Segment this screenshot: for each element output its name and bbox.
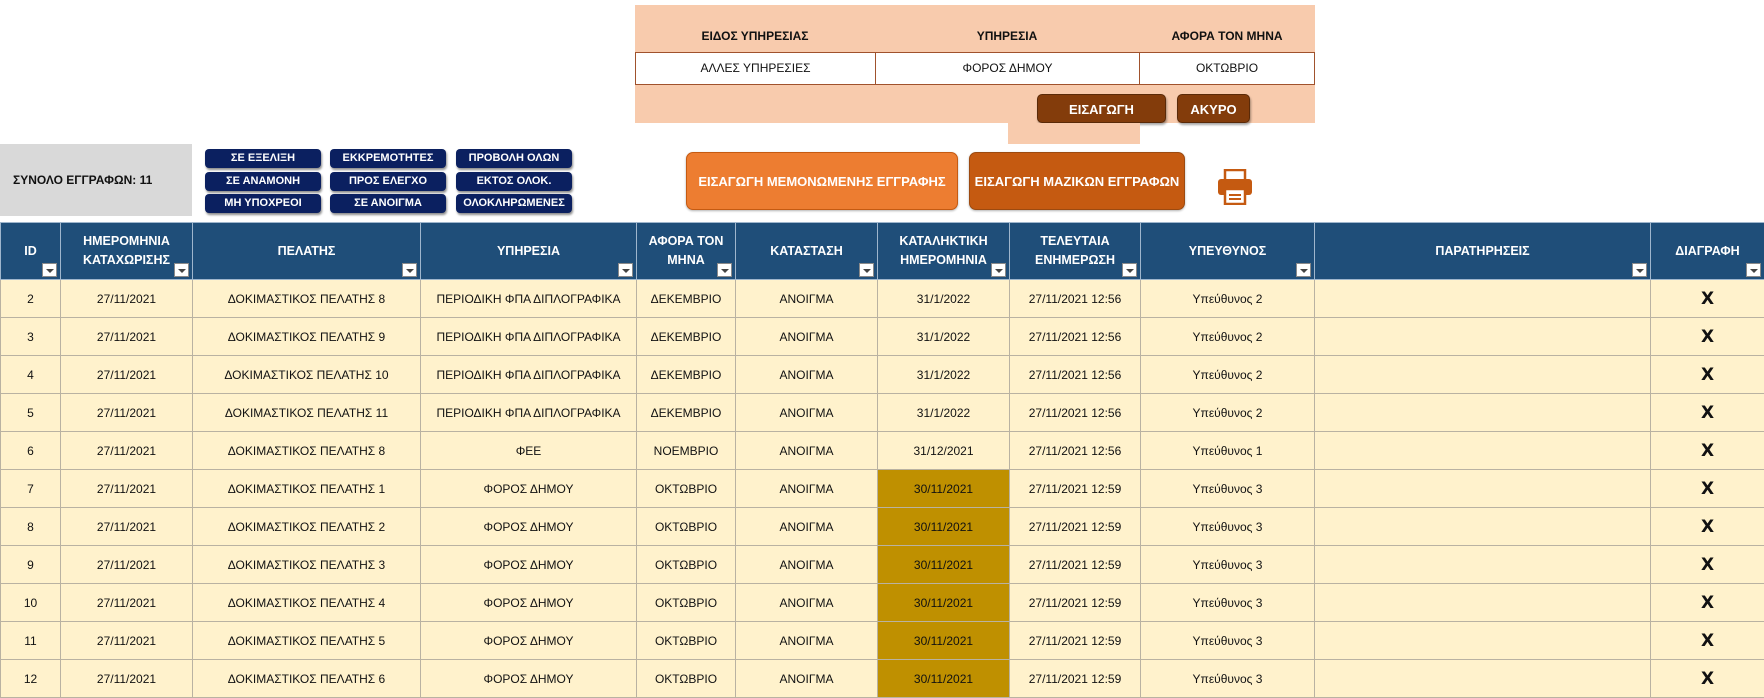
column-header-label: ΑΦΟΡΑ ΤΟΝ <box>648 234 724 248</box>
cell-owner: Υπεύθυνος 3 <box>1141 546 1315 584</box>
filter-dropdown-icon[interactable] <box>717 263 732 277</box>
cell-owner: Υπεύθυνος 3 <box>1141 622 1315 660</box>
filter-dropdown-icon[interactable] <box>1632 263 1647 277</box>
cell-owner: Υπεύθυνος 2 <box>1141 394 1315 432</box>
cell-status: ΑΝΟΙΓΜΑ <box>736 584 878 622</box>
cell-due-date: 31/1/2022 <box>878 280 1010 318</box>
cell-month: ΔΕΚΕΜΒΡΙΟ <box>637 280 736 318</box>
cell-status: ΑΝΟΙΓΜΑ <box>736 356 878 394</box>
cell-registration-date: 27/11/2021 <box>61 432 193 470</box>
cell-status: ΑΝΟΙΓΜΑ <box>736 622 878 660</box>
filter-dropdown-icon[interactable] <box>991 263 1006 277</box>
cell-month: ΔΕΚΕΜΒΡΙΟ <box>637 394 736 432</box>
column-header-id <box>1 223 61 280</box>
cell-status: ΑΝΟΙΓΜΑ <box>736 280 878 318</box>
cell-notes <box>1315 546 1651 584</box>
delete-row-icon[interactable]: X <box>1651 546 1764 584</box>
cell-month: ΝΟΕΜΒΡΙΟ <box>637 432 736 470</box>
month-field[interactable]: ΟΚΤΩΒΡΙΟ <box>1139 52 1315 85</box>
cell-status: ΑΝΟΙΓΜΑ <box>736 470 878 508</box>
cell-registration-date: 27/11/2021 <box>61 318 193 356</box>
delete-row-icon[interactable]: X <box>1651 508 1764 546</box>
cell-id: 12 <box>1 660 61 698</box>
filter-pending-button[interactable]: ΕΚΚΡΕΜΟΤΗΤΕΣ <box>330 149 446 168</box>
cell-notes <box>1315 280 1651 318</box>
column-header-label: ΥΠΗΡΕΣΙΑ <box>496 243 561 258</box>
table-row[interactable] <box>1 546 1764 584</box>
service-type-header: ΕΙΔΟΣ ΥΠΗΡΕΣΙΑΣ <box>701 29 809 43</box>
cell-service: ΠΕΡΙΟΔΙΚΗ ΦΠΑ ΔΙΠΛΟΓΡΑΦΙΚΑ <box>421 356 637 394</box>
filter-dropdown-icon[interactable] <box>174 263 189 277</box>
cell-notes <box>1315 508 1651 546</box>
column-header-label: ΚΑΤΑΣΤΑΣΗ <box>770 243 843 258</box>
single-entry-button[interactable]: ΕΙΣΑΓΩΓΗ ΜΕΜΟΝΩΜΕΝΗΣ ΕΓΓΡΑΦΗΣ <box>686 152 958 210</box>
filter-to-check-button[interactable]: ΠΡΟΣ ΕΛΕΓΧΟ <box>330 172 446 191</box>
table-row[interactable] <box>1 394 1764 432</box>
cell-due-date: 30/11/2021 <box>878 584 1010 622</box>
cell-client: ΔΟΚΙΜΑΣΤΙΚΟΣ ΠΕΛΑΤΗΣ 8 <box>193 432 421 470</box>
cell-notes <box>1315 622 1651 660</box>
cell-registration-date: 27/11/2021 <box>61 356 193 394</box>
cell-notes <box>1315 356 1651 394</box>
column-header-last-update <box>1010 223 1141 280</box>
cell-registration-date: 27/11/2021 <box>61 546 193 584</box>
cell-due-date: 31/1/2022 <box>878 318 1010 356</box>
cell-due-date: 31/1/2022 <box>878 356 1010 394</box>
filter-dropdown-icon[interactable] <box>42 263 57 277</box>
cell-client: ΔΟΚΙΜΑΣΤΙΚΟΣ ΠΕΛΑΤΗΣ 2 <box>193 508 421 546</box>
cell-id: 10 <box>1 584 61 622</box>
cell-service: ΦΟΡΟΣ ΔΗΜΟΥ <box>421 546 637 584</box>
column-header-service <box>421 223 637 280</box>
service-field[interactable]: ΦΟΡΟΣ ΔΗΜΟΥ <box>875 52 1140 85</box>
cell-status: ΑΝΟΙΓΜΑ <box>736 318 878 356</box>
cell-service: ΦΟΡΟΣ ΔΗΜΟΥ <box>421 508 637 546</box>
cell-notes <box>1315 394 1651 432</box>
entry-form-panel-tab <box>1008 123 1140 144</box>
cell-client: ΔΟΚΙΜΑΣΤΙΚΟΣ ΠΕΛΑΤΗΣ 6 <box>193 660 421 698</box>
filter-not-completed-button[interactable]: ΕΚΤΟΣ ΟΛΟΚ. <box>456 172 572 191</box>
cell-last-update: 27/11/2021 12:59 <box>1010 584 1141 622</box>
cell-notes <box>1315 318 1651 356</box>
filter-in-progress-button[interactable]: ΣΕ ΕΞΕΛΙΞΗ <box>205 149 321 168</box>
cell-status: ΑΝΟΙΓΜΑ <box>736 508 878 546</box>
cell-due-date: 30/11/2021 <box>878 660 1010 698</box>
cell-id: 4 <box>1 356 61 394</box>
cell-due-date: 30/11/2021 <box>878 470 1010 508</box>
delete-row-icon[interactable]: X <box>1651 622 1764 660</box>
cell-month: ΟΚΤΩΒΡΙΟ <box>637 546 736 584</box>
filter-show-all-button[interactable]: ΠΡΟΒΟΛΗ ΟΛΩΝ <box>456 149 572 168</box>
column-header-notes <box>1315 223 1651 280</box>
delete-row-icon[interactable]: X <box>1651 470 1764 508</box>
cell-last-update: 27/11/2021 12:59 <box>1010 470 1141 508</box>
cell-owner: Υπεύθυνος 2 <box>1141 356 1315 394</box>
cell-id: 11 <box>1 622 61 660</box>
printer-icon[interactable] <box>1216 169 1254 205</box>
filter-open-button[interactable]: ΣΕ ΑΝΟΙΓΜΑ <box>330 194 446 213</box>
cell-due-date: 31/12/2021 <box>878 432 1010 470</box>
column-header-due-date <box>878 223 1010 280</box>
cell-owner: Υπεύθυνος 3 <box>1141 470 1315 508</box>
records-counter: ΣΥΝΟΛΟ ΕΓΓΡΑΦΩΝ: 11 <box>0 144 192 216</box>
cell-owner: Υπεύθυνος 1 <box>1141 432 1315 470</box>
column-header-label: ΔΙΑΓΡΑΦΗ <box>1675 243 1740 258</box>
cell-registration-date: 27/11/2021 <box>61 660 193 698</box>
bulk-entry-button[interactable]: ΕΙΣΑΓΩΓΗ ΜΑΖΙΚΩΝ ΕΓΓΡΑΦΩΝ <box>969 152 1185 210</box>
cell-service: ΦΟΡΟΣ ΔΗΜΟΥ <box>421 622 637 660</box>
filter-dropdown-icon[interactable] <box>402 263 417 277</box>
column-header-delete <box>1651 223 1764 280</box>
cell-service: ΠΕΡΙΟΔΙΚΗ ΦΠΑ ΔΙΠΛΟΓΡΑΦΙΚΑ <box>421 394 637 432</box>
column-header-label: ΥΠΕΥΘΥΝΟΣ <box>1188 243 1267 258</box>
cell-last-update: 27/11/2021 12:59 <box>1010 622 1141 660</box>
cell-client: ΔΟΚΙΜΑΣΤΙΚΟΣ ΠΕΛΑΤΗΣ 1 <box>193 470 421 508</box>
cell-month: ΟΚΤΩΒΡΙΟ <box>637 622 736 660</box>
column-header-registration-date <box>61 223 193 280</box>
cell-client: ΔΟΚΙΜΑΣΤΙΚΟΣ ΠΕΛΑΤΗΣ 4 <box>193 584 421 622</box>
cancel-button[interactable]: ΑΚΥΡΟ <box>1177 94 1250 123</box>
service-type-field[interactable]: ΑΛΛΕΣ ΥΠΗΡΕΣΙΕΣ <box>635 52 876 85</box>
cell-notes <box>1315 584 1651 622</box>
table-row[interactable] <box>1 470 1764 508</box>
filter-dropdown-icon[interactable] <box>618 263 633 277</box>
cell-service: ΠΕΡΙΟΔΙΚΗ ΦΠΑ ΔΙΠΛΟΓΡΑΦΙΚΑ <box>421 280 637 318</box>
cell-registration-date: 27/11/2021 <box>61 508 193 546</box>
cell-due-date: 30/11/2021 <box>878 622 1010 660</box>
column-header-label-line2: ΕΝΗΜΕΡΩΣΗ <box>1034 253 1116 267</box>
cell-client: ΔΟΚΙΜΑΣΤΙΚΟΣ ΠΕΛΑΤΗΣ 5 <box>193 622 421 660</box>
cell-notes <box>1315 470 1651 508</box>
cell-status: ΑΝΟΙΓΜΑ <box>736 546 878 584</box>
cell-owner: Υπεύθυνος 2 <box>1141 280 1315 318</box>
cell-owner: Υπεύθυνος 3 <box>1141 660 1315 698</box>
cell-month: ΟΚΤΩΒΡΙΟ <box>637 508 736 546</box>
cell-notes <box>1315 660 1651 698</box>
column-header-label-line2: ΗΜΕΡΟΜΗΝΙΑ <box>900 253 987 267</box>
cell-last-update: 27/11/2021 12:56 <box>1010 318 1141 356</box>
filter-waiting-button[interactable]: ΣΕ ΑΝΑΜΟΝΗ <box>205 172 321 191</box>
cell-id: 6 <box>1 432 61 470</box>
cell-id: 9 <box>1 546 61 584</box>
cell-id: 7 <box>1 470 61 508</box>
table-row[interactable] <box>1 280 1764 318</box>
column-header-month <box>637 223 736 280</box>
column-header-label: ID <box>24 243 37 258</box>
column-header-status <box>736 223 878 280</box>
table-row[interactable] <box>1 584 1764 622</box>
filter-completed-button[interactable]: ΟΛΟΚΛΗΡΩΜΕΝΕΣ <box>456 194 572 213</box>
table-row[interactable] <box>1 318 1764 356</box>
delete-row-icon[interactable]: X <box>1651 660 1764 698</box>
cell-id: 8 <box>1 508 61 546</box>
cell-client: ΔΟΚΙΜΑΣΤΙΚΟΣ ΠΕΛΑΤΗΣ 3 <box>193 546 421 584</box>
service-header: ΥΠΗΡΕΣΙΑ <box>976 29 1038 43</box>
table-row[interactable] <box>1 660 1764 698</box>
cell-last-update: 27/11/2021 12:56 <box>1010 394 1141 432</box>
column-header-client <box>193 223 421 280</box>
cell-status: ΑΝΟΙΓΜΑ <box>736 394 878 432</box>
cell-owner: Υπεύθυνος 3 <box>1141 508 1315 546</box>
cell-month: ΟΚΤΩΒΡΙΟ <box>637 660 736 698</box>
column-header-label: ΚΑΤΑΛΗΚΤΙΚΗ <box>899 234 988 248</box>
delete-row-icon[interactable]: X <box>1651 318 1764 356</box>
table-row[interactable] <box>1 356 1764 394</box>
column-header-owner <box>1141 223 1315 280</box>
column-header-label: ΠΕΛΑΤΗΣ <box>277 243 336 258</box>
cell-service: ΦΕΕ <box>421 432 637 470</box>
filter-dropdown-icon[interactable] <box>859 263 874 277</box>
cell-status: ΑΝΟΙΓΜΑ <box>736 660 878 698</box>
column-header-label-line2: ΚΑΤΑΧΩΡΙΣΗΣ <box>83 253 170 267</box>
filter-not-required-button[interactable]: ΜΗ ΥΠΟΧΡΕΟΙ <box>205 194 321 213</box>
filter-dropdown-icon[interactable] <box>1296 263 1311 277</box>
delete-row-icon[interactable]: X <box>1651 584 1764 622</box>
table-row[interactable] <box>1 508 1764 546</box>
cell-registration-date: 27/11/2021 <box>61 280 193 318</box>
cell-due-date: 30/11/2021 <box>878 546 1010 584</box>
table-row[interactable] <box>1 432 1764 470</box>
cell-month: ΟΚΤΩΒΡΙΟ <box>637 470 736 508</box>
cell-service: ΦΟΡΟΣ ΔΗΜΟΥ <box>421 584 637 622</box>
cell-notes <box>1315 432 1651 470</box>
cell-registration-date: 27/11/2021 <box>61 394 193 432</box>
filter-dropdown-icon[interactable] <box>1746 263 1761 277</box>
cell-month: ΔΕΚΕΜΒΡΙΟ <box>637 356 736 394</box>
cell-last-update: 27/11/2021 12:56 <box>1010 356 1141 394</box>
cell-month: ΔΕΚΕΜΒΡΙΟ <box>637 318 736 356</box>
cell-service: ΦΟΡΟΣ ΔΗΜΟΥ <box>421 660 637 698</box>
column-header-label: ΗΜΕΡΟΜΗΝΙΑ <box>83 234 170 248</box>
entry-form-panel <box>635 5 1315 123</box>
column-header-label: ΤΕΛΕΥΤΑΙΑ <box>1040 234 1110 248</box>
cell-client: ΔΟΚΙΜΑΣΤΙΚΟΣ ΠΕΛΑΤΗΣ 11 <box>193 394 421 432</box>
cell-id: 2 <box>1 280 61 318</box>
column-header-label: ΠΑΡΑΤΗΡΗΣΕΙΣ <box>1435 243 1530 258</box>
cell-due-date: 30/11/2021 <box>878 508 1010 546</box>
delete-row-icon[interactable]: X <box>1651 394 1764 432</box>
cell-due-date: 31/1/2022 <box>878 394 1010 432</box>
cell-registration-date: 27/11/2021 <box>61 622 193 660</box>
cell-owner: Υπεύθυνος 3 <box>1141 584 1315 622</box>
cell-last-update: 27/11/2021 12:59 <box>1010 508 1141 546</box>
delete-row-icon[interactable]: X <box>1651 280 1764 318</box>
cell-client: ΔΟΚΙΜΑΣΤΙΚΟΣ ΠΕΛΑΤΗΣ 9 <box>193 318 421 356</box>
cell-client: ΔΟΚΙΜΑΣΤΙΚΟΣ ΠΕΛΑΤΗΣ 8 <box>193 280 421 318</box>
records-table <box>0 222 1764 698</box>
cell-last-update: 27/11/2021 12:59 <box>1010 546 1141 584</box>
cell-client: ΔΟΚΙΜΑΣΤΙΚΟΣ ΠΕΛΑΤΗΣ 10 <box>193 356 421 394</box>
cell-last-update: 27/11/2021 12:56 <box>1010 432 1141 470</box>
month-header: ΑΦΟΡΑ ΤΟΝ ΜΗΝΑ <box>1171 29 1283 43</box>
filter-dropdown-icon[interactable] <box>1122 263 1137 277</box>
cell-service: ΠΕΡΙΟΔΙΚΗ ΦΠΑ ΔΙΠΛΟΓΡΑΦΙΚΑ <box>421 318 637 356</box>
column-header-label-line2: ΜΗΝΑ <box>667 253 705 267</box>
cell-service: ΦΟΡΟΣ ΔΗΜΟΥ <box>421 470 637 508</box>
cell-month: ΟΚΤΩΒΡΙΟ <box>637 584 736 622</box>
cell-last-update: 27/11/2021 12:59 <box>1010 660 1141 698</box>
delete-row-icon[interactable]: X <box>1651 356 1764 394</box>
delete-row-icon[interactable]: X <box>1651 432 1764 470</box>
cell-status: ΑΝΟΙΓΜΑ <box>736 432 878 470</box>
cell-id: 3 <box>1 318 61 356</box>
cell-last-update: 27/11/2021 12:56 <box>1010 280 1141 318</box>
cell-owner: Υπεύθυνος 2 <box>1141 318 1315 356</box>
cell-id: 5 <box>1 394 61 432</box>
cell-registration-date: 27/11/2021 <box>61 584 193 622</box>
cell-registration-date: 27/11/2021 <box>61 470 193 508</box>
table-row[interactable] <box>1 622 1764 660</box>
insert-button[interactable]: ΕΙΣΑΓΩΓΗ <box>1037 94 1166 123</box>
